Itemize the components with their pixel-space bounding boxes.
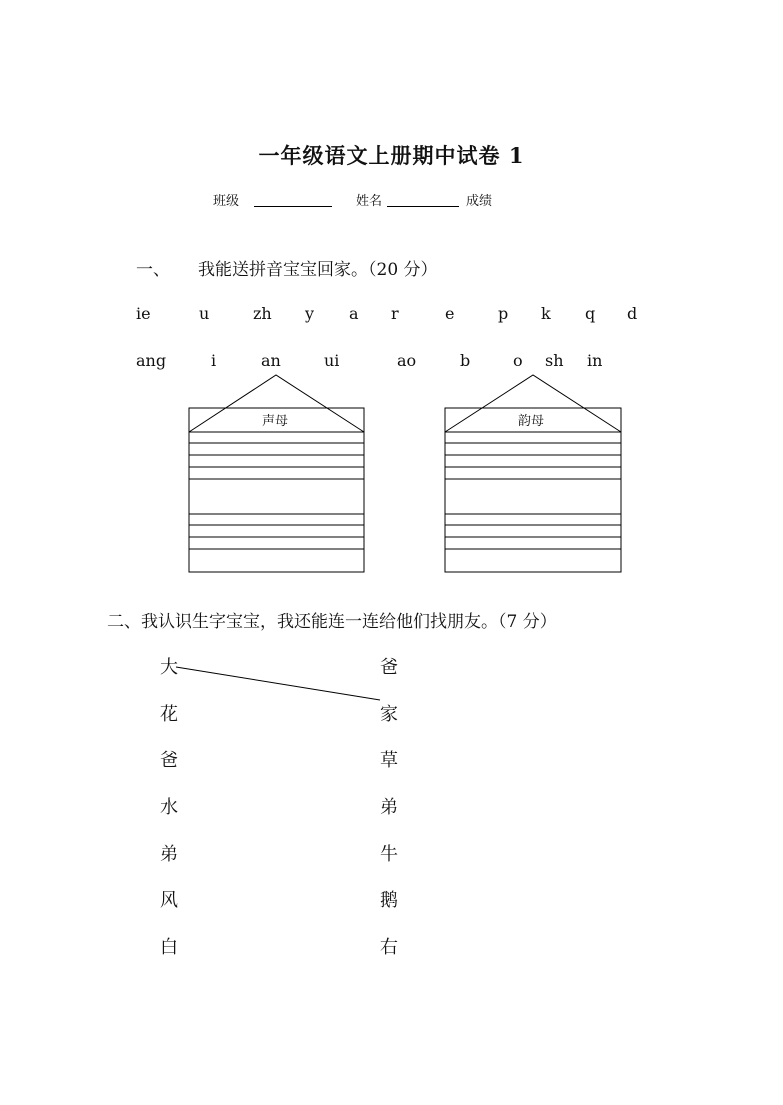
example-connect-line <box>176 667 380 700</box>
pinyin-item[interactable]: r <box>391 304 399 323</box>
left-char[interactable]: 大 <box>160 657 178 678</box>
pinyin-item[interactable]: sh <box>545 351 564 370</box>
right-char[interactable]: 鹅 <box>380 890 398 911</box>
pinyin-item[interactable]: e <box>445 304 455 323</box>
pinyin-item[interactable]: ui <box>324 351 340 370</box>
pinyin-item[interactable]: o <box>513 351 523 370</box>
left-char[interactable]: 爸 <box>160 750 178 771</box>
right-char[interactable]: 右 <box>380 937 398 958</box>
pinyin-item[interactable]: i <box>211 351 217 370</box>
house-right <box>445 375 621 572</box>
left-char[interactable]: 水 <box>160 797 178 818</box>
score-label: 成绩 <box>466 194 493 209</box>
house-left <box>189 375 364 572</box>
pinyin-item[interactable]: a <box>349 304 359 323</box>
pinyin-item[interactable]: q <box>585 304 596 323</box>
right-char[interactable]: 牛 <box>380 844 398 865</box>
house-right-label: 韵母 <box>518 414 545 429</box>
page-title: 一年级语文上册期中试卷 1 <box>258 143 525 168</box>
pinyin-item[interactable]: y <box>305 304 315 323</box>
pinyin-item[interactable]: b <box>460 351 471 370</box>
class-label: 班级 <box>213 194 240 209</box>
left-char[interactable]: 白 <box>160 937 178 958</box>
pinyin-item[interactable]: ie <box>136 304 151 323</box>
left-char[interactable]: 弟 <box>160 844 178 865</box>
pinyin-item[interactable]: k <box>541 304 551 323</box>
name-label: 姓名 <box>356 194 383 209</box>
pinyin-item[interactable]: d <box>627 304 638 323</box>
pinyin-item[interactable]: p <box>498 304 509 323</box>
section2-heading: 二、我认识生字宝宝，我还能连一连给他们找朋友。（7 分） <box>107 612 557 632</box>
house-left-label: 声母 <box>262 414 289 429</box>
right-char[interactable]: 家 <box>380 704 398 725</box>
right-char[interactable]: 爸 <box>380 657 398 678</box>
left-char[interactable]: 花 <box>160 704 178 725</box>
section1-number: 一、 <box>136 260 170 280</box>
pinyin-item[interactable]: ang <box>136 351 167 370</box>
section1-heading: 我能送拼音宝宝回家。（20 分） <box>198 260 438 280</box>
right-char[interactable]: 弟 <box>380 797 398 818</box>
pinyin-item[interactable]: ao <box>397 351 417 370</box>
pinyin-item[interactable]: an <box>261 351 281 370</box>
pinyin-item[interactable]: u <box>199 304 210 323</box>
pinyin-item[interactable]: in <box>587 351 603 370</box>
pinyin-item[interactable]: zh <box>253 304 272 323</box>
right-char[interactable]: 草 <box>380 750 398 771</box>
left-char[interactable]: 风 <box>160 890 178 911</box>
